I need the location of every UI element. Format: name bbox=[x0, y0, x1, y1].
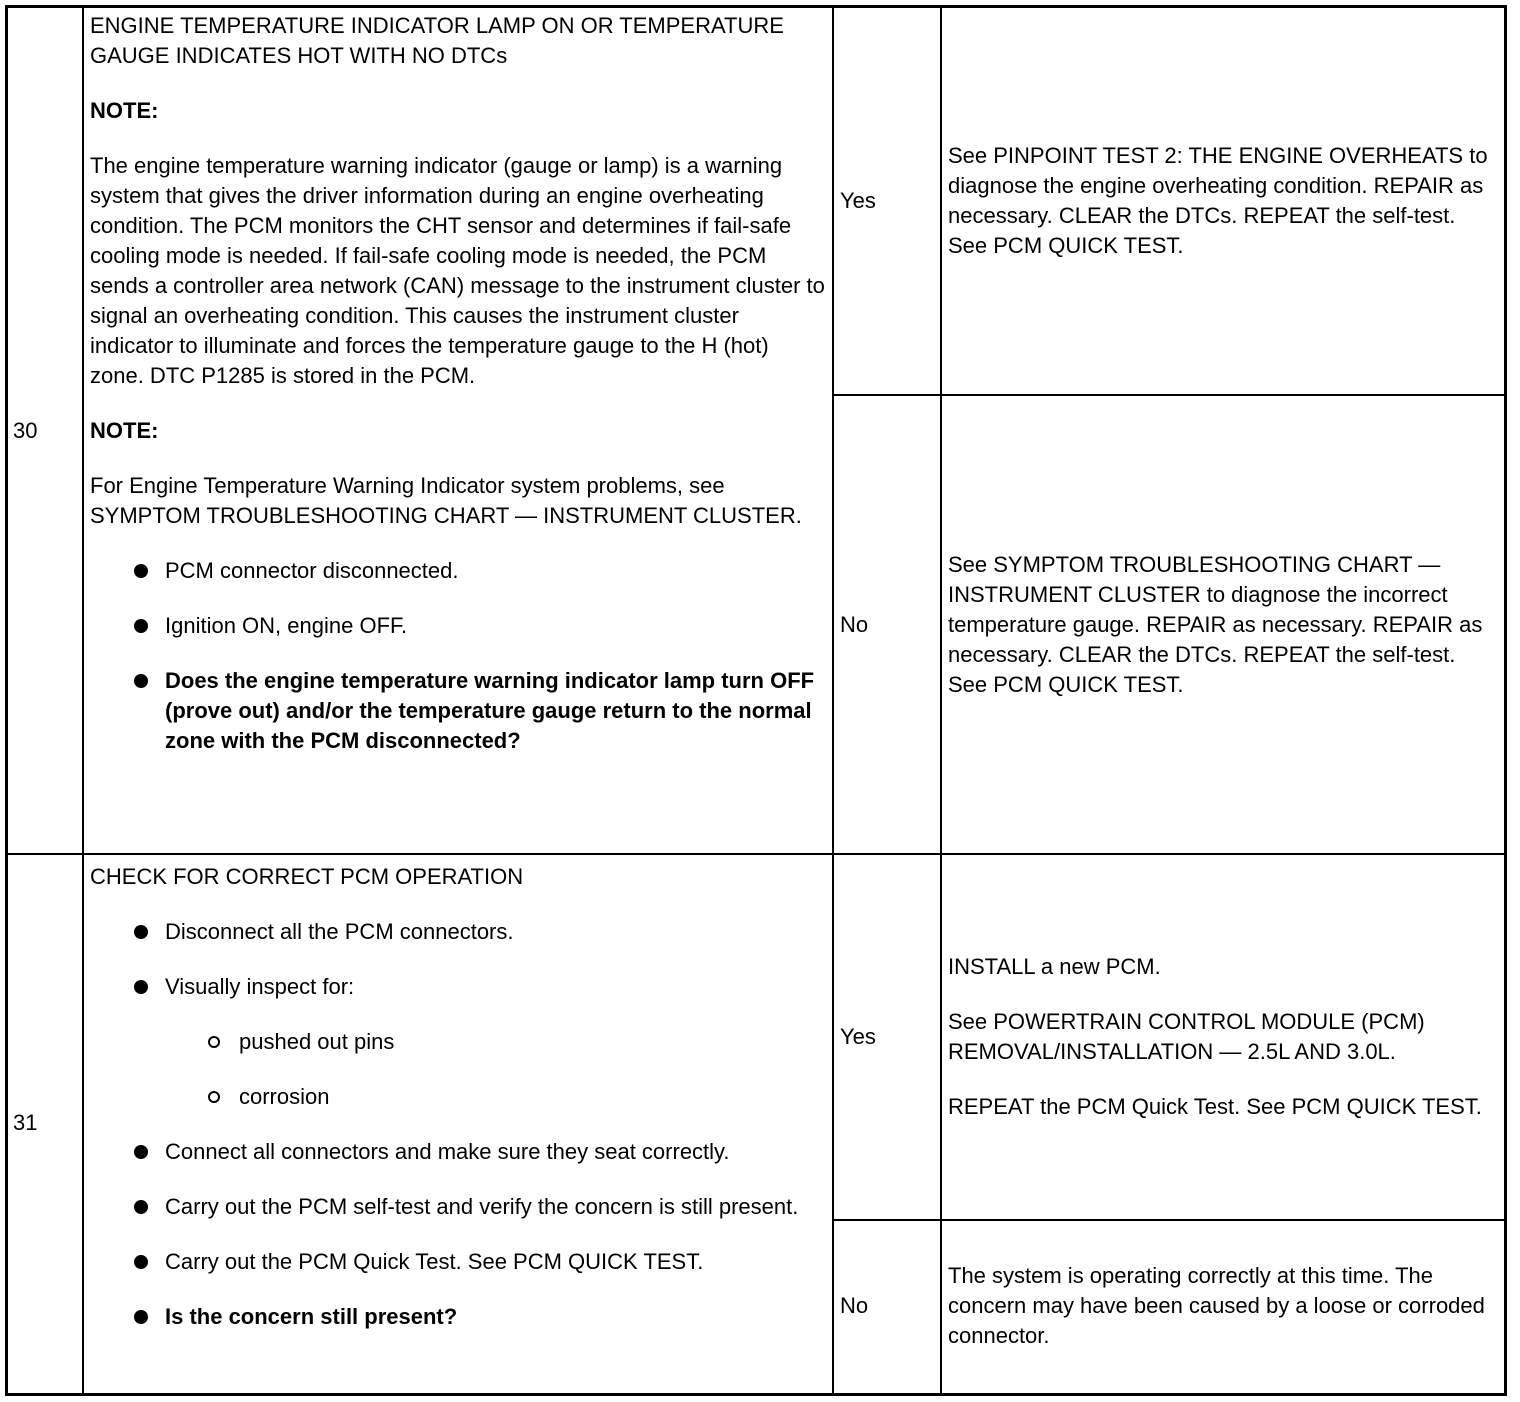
note-text: The engine temperature warning indicator (gauge or lamp) is a warning system that gives the driver information during an engine overheating condition. The PCM monitors the CHT sensor and determines if fail-safe cooling mode is needed. If fail-safe cooling mode is needed, the PCM sends a controller area network (CAN) message to the instrument cluster to signal an overheating condition. This causes the instrument cluster indicator to illuminate and forces the temperature gauge to the H (hot) zone. DTC P1285 is stored in the PCM. bbox=[90, 153, 825, 388]
sublist-item: pushed out pins bbox=[165, 1027, 826, 1057]
action-text: See SYMPTOM TROUBLESHOOTING CHART — INSTRUMENT CLUSTER to diagnose the incorrect temperature gauge. REPAIR as necessary. REPAIR as necessary. CLEAR the DTCs. REPEAT the self-test. See PCM QUICK TEST. bbox=[948, 551, 1483, 697]
step-number bbox=[8, 8, 82, 853]
step-description bbox=[84, 8, 832, 853]
sublist-item: corrosion bbox=[165, 1082, 826, 1112]
answer-yes bbox=[834, 8, 940, 394]
checklist-item: Connect all connectors and make sure they seat correctly. bbox=[90, 1137, 826, 1167]
checklist-item: Carry out the PCM self-test and verify the concern is still present. bbox=[90, 1192, 826, 1222]
action-text: REPEAT the PCM Quick Test. See PCM QUICK TEST. bbox=[948, 1094, 1482, 1119]
step-title: ENGINE TEMPERATURE INDICATOR LAMP ON OR TEMPERATURE GAUGE INDICATES HOT WITH NO DTCs bbox=[90, 13, 784, 68]
step-number bbox=[8, 855, 82, 1391]
checklist-item bbox=[90, 972, 826, 1112]
checklist-item: Ignition ON, engine OFF. bbox=[90, 611, 826, 641]
checklist-question: Is the concern still present? bbox=[90, 1302, 826, 1332]
answer-label: No bbox=[840, 611, 869, 637]
action-text: See PINPOINT TEST 2: THE ENGINE OVERHEATS to diagnose the engine overheating condition. REPAIR as necessary. CLEAR the DTCs. REPEAT the self-test. See PCM QUICK TEST. bbox=[948, 143, 1488, 258]
note-text: For Engine Temperature Warning Indicator system problems, see SYMPTOM TROUBLESHOOTING CHART — INSTRUMENT CLUSTER. bbox=[90, 473, 802, 528]
action-no bbox=[942, 1221, 1504, 1391]
answer-label: Yes bbox=[840, 188, 876, 213]
step-number-text: 30 bbox=[13, 417, 38, 443]
checklist-item: Carry out the PCM Quick Test. See PCM QUICK TEST. bbox=[90, 1247, 826, 1277]
action-text: See POWERTRAIN CONTROL MODULE (PCM) REMOVAL/INSTALLATION — 2.5L AND 3.0L. bbox=[948, 1009, 1425, 1064]
note-label: NOTE: bbox=[90, 418, 159, 443]
checklist-item: Disconnect all the PCM connectors. bbox=[90, 917, 826, 947]
action-text-group bbox=[948, 952, 1498, 1122]
note-label: NOTE: bbox=[90, 98, 159, 123]
action-yes bbox=[942, 8, 1504, 394]
checklist-item: PCM connector disconnected. bbox=[90, 556, 826, 586]
step-number-text: 31 bbox=[13, 1110, 38, 1135]
step-description bbox=[84, 855, 832, 1391]
action-text: The system is operating correctly at this time. The concern may have been caused by a loose or corroded connector. bbox=[948, 1263, 1485, 1348]
checklist-question: Does the engine temperature warning indicator lamp turn OFF (prove out) and/or the temperature gauge return to the normal zone with the PCM disconnected? bbox=[90, 666, 826, 756]
answer-no bbox=[834, 1221, 940, 1391]
answer-label: No bbox=[840, 1293, 869, 1318]
answer-label: Yes bbox=[840, 1024, 876, 1049]
checklist-item-text: Visually inspect for: bbox=[165, 974, 355, 999]
diagnostic-table bbox=[5, 5, 1507, 1396]
step-checklist bbox=[90, 917, 826, 1332]
action-no bbox=[942, 396, 1504, 853]
step-title: CHECK FOR CORRECT PCM OPERATION bbox=[90, 864, 524, 889]
step-checklist bbox=[90, 556, 826, 756]
action-yes bbox=[942, 855, 1504, 1219]
action-text: INSTALL a new PCM. bbox=[948, 954, 1161, 979]
answer-yes bbox=[834, 855, 940, 1219]
answer-no bbox=[834, 396, 940, 853]
inspection-sublist bbox=[165, 1027, 826, 1112]
